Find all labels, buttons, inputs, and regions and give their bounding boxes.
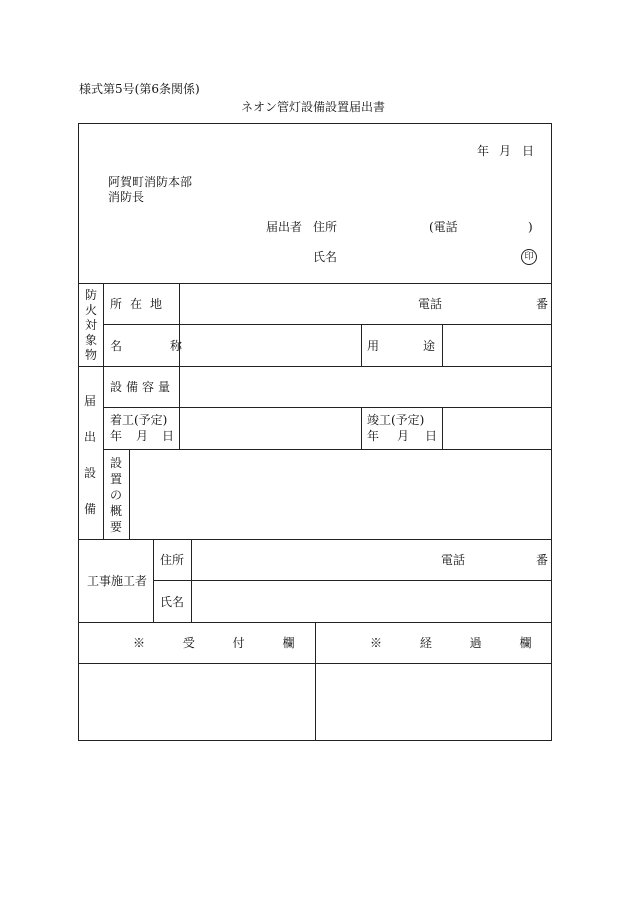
- start-day: 日: [162, 429, 175, 443]
- date-month: 月: [499, 144, 512, 158]
- name-label: 名称: [110, 339, 231, 353]
- equipment-section-char-4: 備: [84, 502, 97, 516]
- recipient-line1: 阿賀町消防本部: [108, 175, 193, 189]
- completion-year: 年: [367, 429, 380, 443]
- recipient-line2: 消防長: [108, 190, 145, 204]
- start-label: 着工(予定): [110, 413, 168, 427]
- location-label: 所在地: [110, 297, 171, 311]
- frame-right: [551, 123, 552, 740]
- rule-header-end: [78, 283, 552, 284]
- completion-month: 月: [397, 429, 410, 443]
- overview-label: 設置の概要: [109, 456, 122, 534]
- notifier-phone-close: ): [528, 220, 533, 234]
- completion-label: 竣工(予定): [367, 413, 425, 427]
- rule-target-mid: [103, 324, 552, 325]
- frame-left: [78, 123, 79, 740]
- equipment-section-char-3: 設: [84, 466, 97, 480]
- col-contractor-divider: [153, 539, 154, 622]
- frame-top: [78, 123, 552, 124]
- progress-column-header: ※ 経 過 欄: [370, 636, 540, 650]
- notifier-label: 届出者: [266, 220, 303, 234]
- contractor-name-label: 氏名: [160, 595, 185, 609]
- col-footer-divider: [315, 622, 316, 740]
- target-object-section-label: 防火対象物: [84, 288, 97, 362]
- col-mid-divider: [361, 324, 362, 366]
- col-label-divider: [179, 283, 180, 449]
- notifier-phone-open: (電話: [429, 220, 458, 234]
- contractor-address-label: 住所: [160, 553, 185, 567]
- reception-column-header: ※ 受 付 欄: [133, 636, 303, 650]
- contractor-number-label: 番: [536, 553, 549, 567]
- rule-contractor-mid: [153, 580, 552, 581]
- notifier-address-label: 住所: [313, 220, 338, 234]
- equipment-section-char-1: 届: [84, 394, 97, 408]
- start-month: 月: [136, 429, 149, 443]
- date-day: 日: [522, 144, 535, 158]
- rule-equip-1: [103, 407, 552, 408]
- col-mid-divider-2: [361, 407, 362, 449]
- contractor-phone-label: 電話: [441, 553, 466, 567]
- form-title: ネオン管灯設備設置届出書: [241, 100, 386, 114]
- location-number-label: 番: [536, 297, 549, 311]
- seal-mark: 印: [521, 249, 537, 265]
- contractor-section-label: 工事施工者: [87, 574, 148, 588]
- col-contractor-label-divider: [191, 539, 192, 622]
- form-number: 様式第5号(第6条関係): [79, 82, 200, 96]
- col-section-divider: [103, 283, 104, 539]
- col-completion-divider: [442, 407, 443, 449]
- completion-day: 日: [425, 429, 438, 443]
- usage-label: 用途: [367, 339, 480, 353]
- rule-equip-end: [78, 539, 552, 540]
- rule-equip-2: [103, 449, 552, 450]
- start-year: 年: [110, 429, 123, 443]
- frame-bottom: [78, 740, 552, 741]
- equipment-section-char-2: 出: [84, 430, 97, 444]
- capacity-label: 設備容量: [110, 380, 175, 394]
- location-phone-label: 電話: [418, 297, 443, 311]
- notifier-name-label: 氏名: [313, 250, 338, 264]
- date-year: 年: [477, 144, 490, 158]
- rule-target-end: [78, 366, 552, 367]
- col-overview-divider: [129, 449, 130, 539]
